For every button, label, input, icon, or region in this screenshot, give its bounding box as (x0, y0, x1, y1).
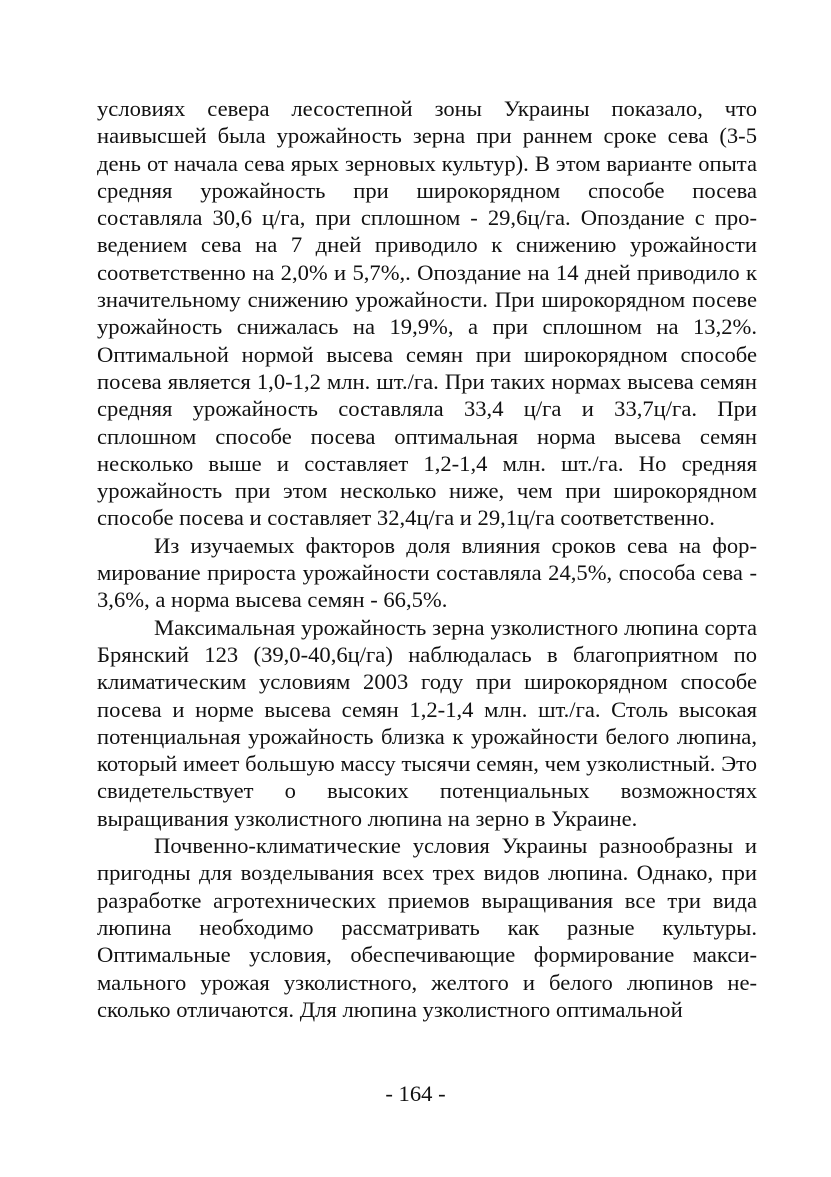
page-number: - 164 - (385, 1081, 446, 1106)
paragraph-factor-shares: Из изучаемых факторов доля влияния сроков сева на формирование прироста урожайности составляла 24,5%, способа сева - 3,6%, а норма высева семян - 66,5%. (97, 532, 757, 613)
body-text (97, 95, 757, 1023)
paragraph-max-yield: Максимальная урожайность зерна узколистного люпина сорта Брянский 123 (39,0-40,6ц/га) наблюдалась в благоприятном по климатическим условиям 2003 году при широкорядном способе посева и норме высева семян 1,2-1,4 млн. шт./га. Столь высокая потенциальная урожайность близка к урожайности белого люпина, который имеет большую массу тысячи семян, чем узколистный. Это свидетельствует о высоких потенциальных возможностях выращивания узколистного люпина на зерно в Украине. (97, 614, 757, 831)
paragraph-continued: условиях севера лесостепной зоны Украины показало, что наивысшей была урожайность зерна при раннем сроке сева (3-5 день от начала сева ярых зерновых культур). В этом варианте опыта средняя урожайность при широкорядном способе посева составляла 30,6 ц/га, при сплошном - 29,6ц/га. Опоздание с проведением сева на 7 дней приводило к снижению урожайности соответственно на 2,0% и 5,7%,. Опоздание на 14 дней приводило к значительному снижению урожайности. При широкорядном посеве урожайность снижалась на 19,9%, а при сплошном на 13,2%. Оптимальной нормой высева семян при широкорядном способе посева является 1,0-1,2 млн. шт./га. При таких нормах высева семян средняя урожайность составляла 33,4 ц/га и 33,7ц/га. При сплошном способе посева оптимальная норма высева семян несколько выше и составляет 1,2-1,4 млн. шт./га. Но средняя урожайность при этом несколько ниже, чем при широкорядном способе посева и составляет 32,4ц/га и 29,1ц/га соответственно. (97, 96, 757, 531)
paragraph-soil-climate: Почвенно-климатические условия Украины разнообразны и пригодны для возделывания всех трех видов люпина. Однако, при разработке агротехнических приемов выращивания все три вида люпина необходимо рассматривать как разные культуры. Оптимальные условия, обеспечивающие формирование максимального урожая узколистного, желтого и белого люпинов несколько отличаются. Для люпина узколистного оптимальной (97, 833, 757, 1022)
